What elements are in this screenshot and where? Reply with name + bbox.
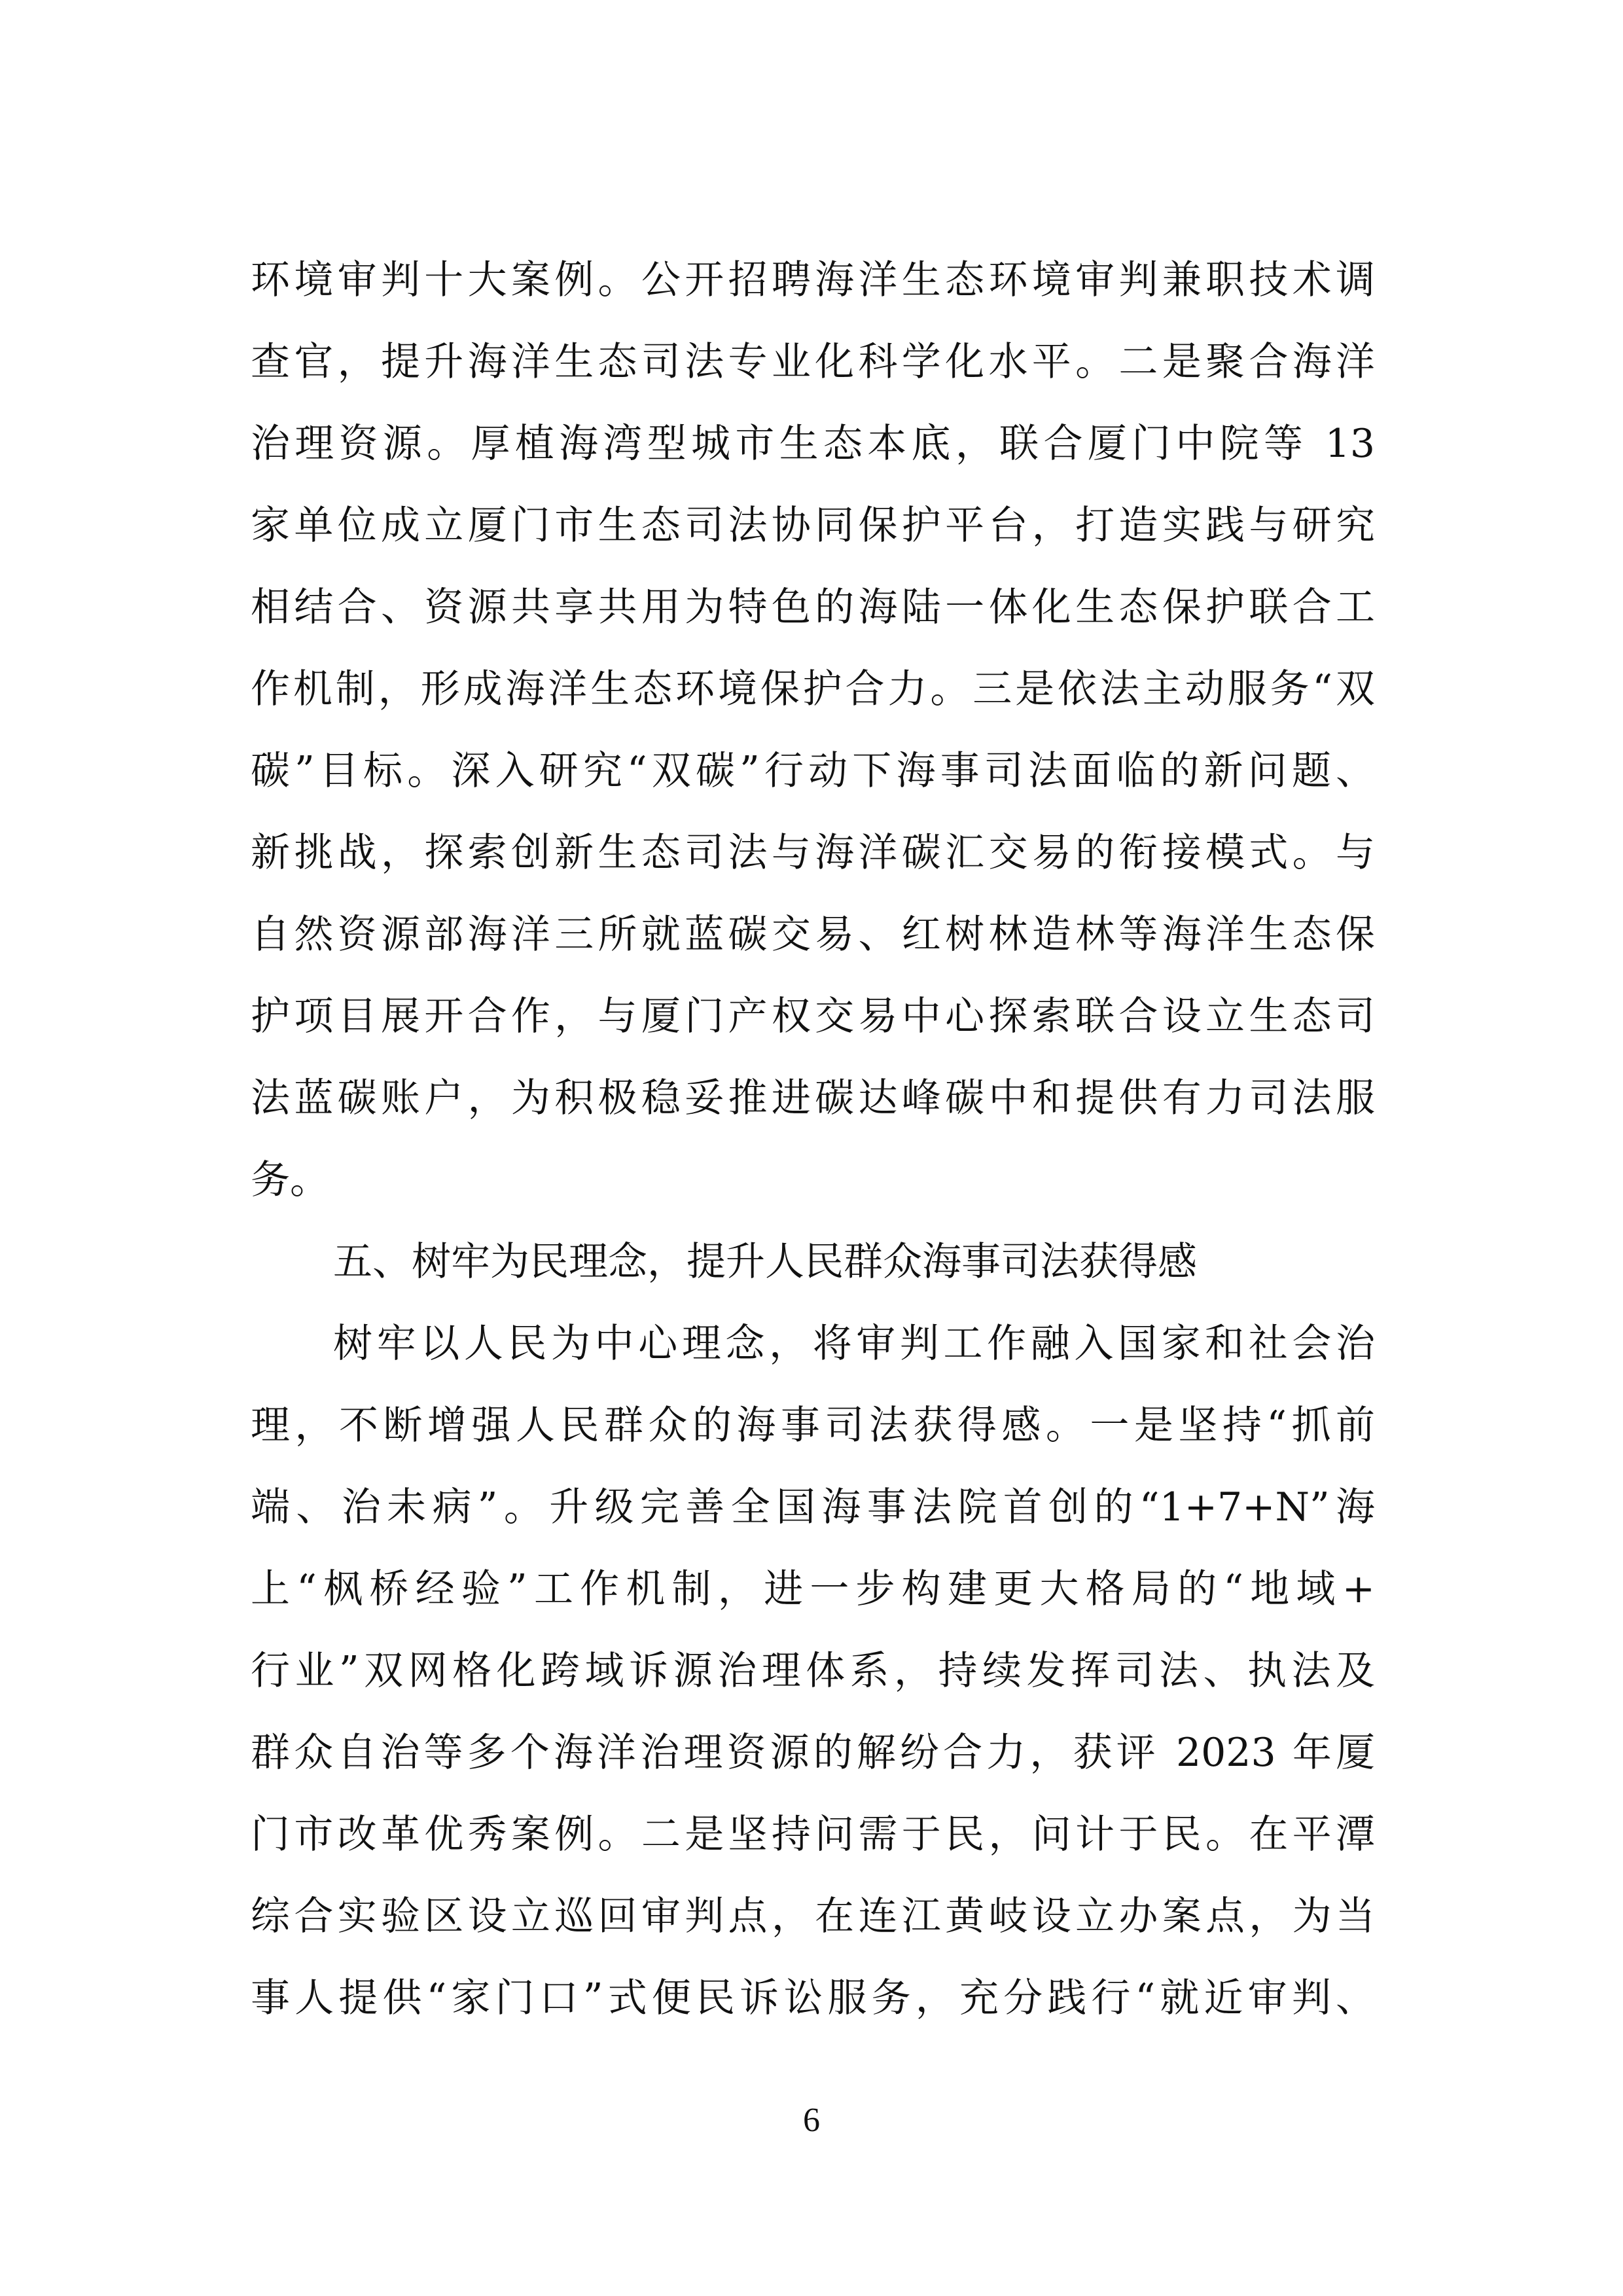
text-line: 树牢以人民为中心理念，将审判工作融入国家和社会治 — [333, 1321, 1375, 1367]
text-line: 新挑战，探索创新生态司法与海洋碳汇交易的衔接模式。与 — [251, 830, 1375, 876]
text-line: 行业”双网格化跨域诉源治理体系，持续发挥司法、执法及 — [251, 1648, 1375, 1694]
section-heading: 五、树牢为民理念，提升人民群众海事司法获得感 — [333, 1239, 1197, 1285]
text-line: 相结合、资源共享共用为特色的海陆一体化生态保护联合工 — [251, 584, 1375, 630]
text-line: 环境审判十大案例。公开招聘海洋生态环境审判兼职技术调 — [251, 257, 1375, 303]
text-line: 护项目展开合作，与厦门产权交易中心探索联合设立生态司 — [251, 994, 1375, 1039]
text-line: 务。 — [251, 1157, 329, 1203]
text-line: 上“枫桥经验”工作机制，进一步构建更大格局的“地域+ — [251, 1566, 1375, 1612]
text-line: 门市改革优秀案例。二是坚持问需于民，问计于民。在平潭 — [251, 1812, 1375, 1857]
text-line: 法蓝碳账户，为积极稳妥推进碳达峰碳中和提供有力司法服 — [251, 1075, 1375, 1121]
text-line: 端、治未病”。升级完善全国海事法院首创的“1+7+N”海 — [251, 1484, 1375, 1530]
text-line: 事人提供“家门口”式便民诉讼服务，充分践行“就近审判、 — [251, 1975, 1375, 2021]
text-line: 综合实验区设立巡回审判点，在连江黄岐设立办案点，为当 — [251, 1893, 1375, 1939]
text-line: 群众自治等多个海洋治理资源的解纷合力，获评 2023 年厦 — [251, 1730, 1375, 1776]
text-line: 家单位成立厦门市生态司法协同保护平台，打造实践与研究 — [251, 503, 1375, 548]
text-line: 作机制，形成海洋生态环境保护合力。三是依法主动服务“双 — [251, 666, 1375, 712]
text-line: 碳”目标。深入研究“双碳”行动下海事司法面临的新问题、 — [251, 748, 1375, 794]
page-number: 6 — [803, 2102, 820, 2139]
text-line: 治理资源。厚植海湾型城市生态本底，联合厦门中院等 13 — [251, 421, 1375, 467]
text-line: 查官，提升海洋生态司法专业化科学化水平。二是聚合海洋 — [251, 339, 1375, 385]
text-line: 理，不断增强人民群众的海事司法获得感。一是坚持“抓前 — [251, 1403, 1375, 1448]
text-line: 自然资源部海洋三所就蓝碳交易、红树林造林等海洋生态保 — [251, 912, 1375, 958]
